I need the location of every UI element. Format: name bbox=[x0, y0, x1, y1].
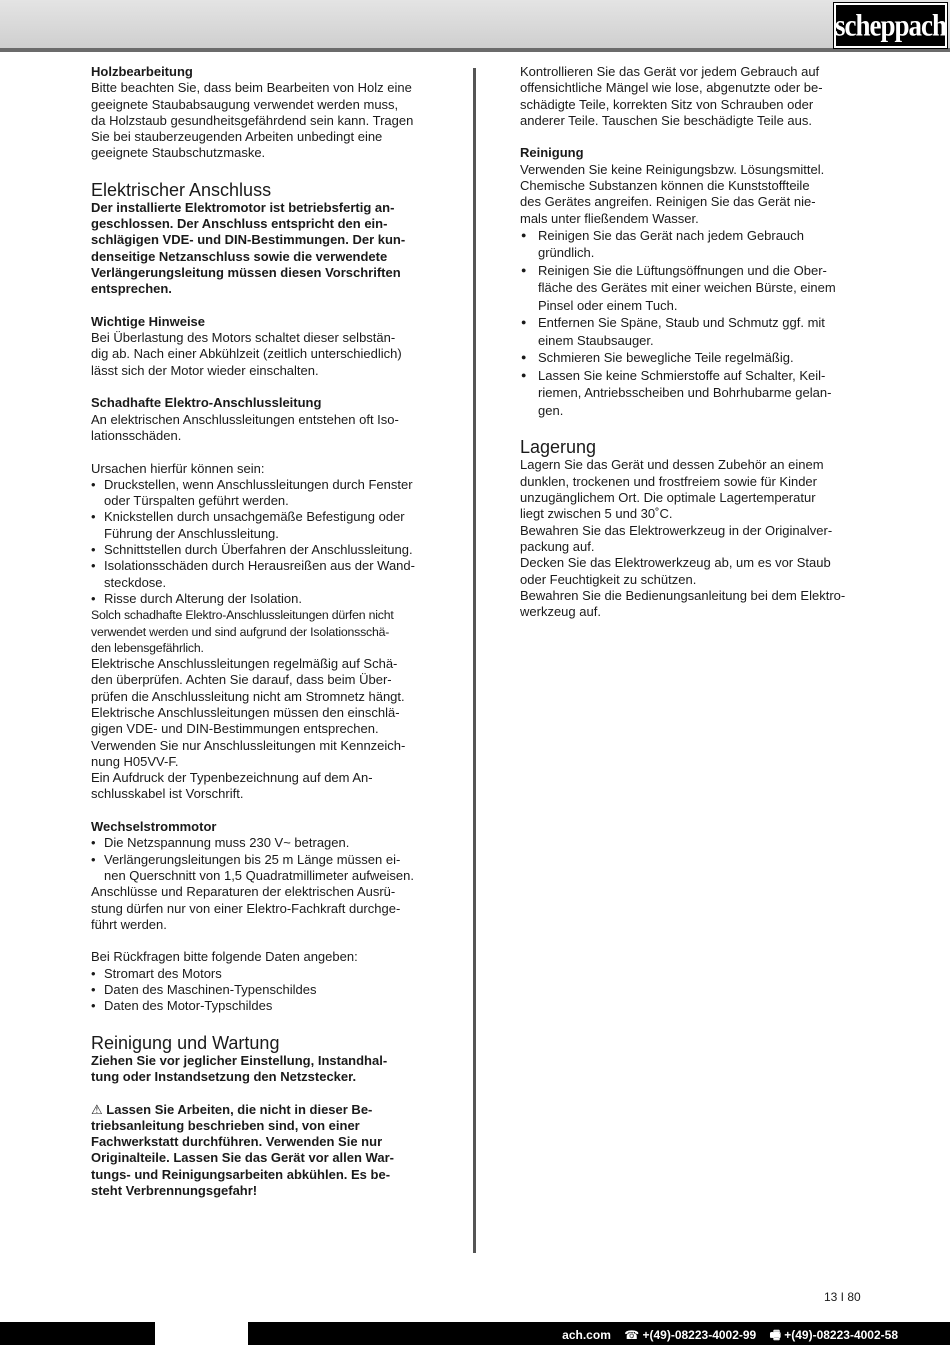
phone-number: ☎ +(49)-08223-4002-99 bbox=[624, 1328, 757, 1342]
section-heading: Reinigung bbox=[520, 145, 584, 161]
section-heading: Wechselstrommotor bbox=[91, 819, 217, 835]
paragraph: Bei Überlastung des Motors schaltet dieser selbstän- dig ab. Nach einer Abkühlzeit (zeitlich unterschiedlich) lässt sich der Motor wieder einschalten. bbox=[91, 330, 402, 378]
paragraph: Bei Rückfragen bitte folgende Daten angeben: bbox=[91, 949, 358, 965]
list-item: ● Reinigen Sie das Gerät nach jedem Gebrauch gründlich. bbox=[520, 227, 865, 262]
section-title: Lagerung bbox=[520, 437, 597, 458]
paragraph: Der installierte Elektromotor ist betriebsfertig an- geschlossen. Der Anschluss entspricht den ein- schlägigen VDE- und DIN-Bestimmungen. Der kun- denseitige Netzanschluss sowie die verwendete Verlängerungsleitung müssen diesen Vorschriften entsprechen. bbox=[91, 199, 406, 297]
paragraph: Kontrollieren Sie das Gerät vor jedem Gebrauch auf offensichtliche Mängel wie lose, abgenutzte oder be- schädigte Teile, korrekten Sitz von Schrauben oder anderer Teile. Tauschen Sie beschädigte Teile aus. bbox=[520, 64, 823, 128]
bullet-list bbox=[91, 966, 439, 1015]
paragraph: Ziehen Sie vor jeglicher Einstellung, Instandhal- tung oder Instandsetzung den Netzstecker. bbox=[91, 1052, 388, 1084]
bullet-list bbox=[91, 835, 439, 884]
list-item: ● Reinigen Sie die Lüftungsöffnungen und die Ober- fläche des Gerätes mit einer weichen Bürste, einem Pinsel oder einem Tuch. bbox=[520, 262, 865, 315]
list-item: • Schnittstellen durch Überfahren der Anschlussleitung. bbox=[91, 542, 439, 558]
section-heading: Schadhafte Elektro-Anschlussleitung bbox=[91, 395, 322, 411]
warning-text: Lassen Sie Arbeiten, die nicht in dieser Be- triebsanleitung beschrieben sind, von einer Fachwerkstatt durchführen. Verwenden Sie nur Originalteile. Lassen Sie das Gerät vor allen War- tungs- und Reinigungsarbeiten abkühlen. Es be- steht Verbrennungsgefahr! bbox=[91, 1101, 394, 1198]
fax-number: 🖷 +(49)-08223-4002-58 bbox=[769, 1328, 898, 1342]
list-item: • Verlängerungsleitungen bis 25 m Länge müssen ei- nen Querschnitt von 1,5 Quadratmillimeter aufweisen. bbox=[91, 852, 439, 885]
column-divider bbox=[473, 68, 476, 1253]
list-item: • Stromart des Motors bbox=[91, 966, 439, 982]
left-column bbox=[91, 64, 439, 1199]
list-item: • Knickstellen durch unsachgemäße Befestigung oder Führung der Anschlussleitung. bbox=[91, 509, 439, 542]
page-number: 13 I 80 bbox=[824, 1290, 861, 1304]
footer-contact bbox=[552, 1326, 898, 1345]
footer-bar bbox=[0, 1322, 950, 1345]
website-link[interactable]: ach.com bbox=[562, 1328, 611, 1342]
section-heading: Holzbearbeitung bbox=[91, 64, 193, 79]
section-title: Elektrischer Anschluss bbox=[91, 179, 272, 200]
list-item: • Daten des Motor-Typschildes bbox=[91, 998, 439, 1014]
paragraph: Lagern Sie das Gerät und dessen Zubehör an einem dunklen, trockenen und frostfreiem sowie für Kinder unzugänglichem Ort. Die optimale Lagertemperatur liegt zwischen 5 und 30˚C. Bewahren Sie das Elektrowerkzeug in der Originalver- packung auf. Decken Sie das Elektrowerkzeug ab, um es vor Staub oder Feuchtigkeit zu schützen. Bewahren Sie die Bedienungsanleitung bei dem Elektro- werkzeug auf. bbox=[520, 457, 846, 620]
list-item: ● Schmieren Sie bewegliche Teile regelmäßig. bbox=[520, 349, 865, 367]
list-item: • Isolationsschäden durch Herausreißen aus der Wand- steckdose. bbox=[91, 558, 439, 591]
right-column bbox=[520, 64, 865, 620]
list-item: • Risse durch Alterung der Isolation. bbox=[91, 591, 439, 607]
section-heading: Wichtige Hinweise bbox=[91, 313, 206, 329]
paragraph: Elektrische Anschlussleitungen regelmäßig auf Schä- den überprüfen. Achten Sie darauf, dass beim Über- prüfen die Anschlussleitung nicht am Stromnetz hängt. Elektrische Anschlussleitungen müssen den einschlä- gigen VDE- und DIN-Bestimmungen entsprechen. Verwenden Sie nur Anschlussleitungen mit Kennzeich- nung H05VV-F. Ein Aufdruck der Typenbezeichnung auf dem An- schlusskabel ist Vorschrift. bbox=[91, 656, 406, 802]
paragraph: Solch schadhafte Elektro-Anschlussleitungen dürfen nicht verwendet werden und sind aufgrund der Isolationsschä- den lebensgefährlich. bbox=[91, 608, 394, 655]
section-title: Reinigung und Wartung bbox=[91, 1032, 280, 1053]
paragraph: Verwenden Sie keine Reinigungsbzw. Lösungsmittel. Chemische Substanzen können die Kunststoffteile des Gerätes angreifen. Reinigen Sie das Gerät nie- mals unter fließendem Wasser. bbox=[520, 161, 825, 226]
warning-paragraph bbox=[91, 1102, 439, 1200]
list-item: • Die Netzspannung muss 230 V~ betragen. bbox=[91, 835, 439, 851]
paragraph: Bitte beachten Sie, dass beim Bearbeiten von Holz eine geeignete Staubabsaugung verwendet werden muss, da Holzstaub gesundheitsgefährdend sein kann. Tragen Sie bei stauberzeugenden Arbeiten unbedingt eine geeignete Staubschutzmaske. bbox=[91, 80, 414, 161]
brand-logo: scheppach bbox=[834, 3, 947, 48]
paragraph: An elektrischen Anschlussleitungen entstehen oft Iso- lationsschäden. bbox=[91, 411, 399, 443]
list-item: • Daten des Maschinen-Typenschildes bbox=[91, 982, 439, 998]
bullet-list bbox=[91, 477, 439, 607]
bullet-list bbox=[520, 227, 865, 420]
paragraph: Anschlüsse und Reparaturen der elektrischen Ausrü- stung dürfen nur von einer Elektro-Fachkraft durchge- führt werden. bbox=[91, 884, 401, 932]
warning-icon: ⚠ bbox=[91, 1101, 103, 1117]
list-item: ● Entfernen Sie Späne, Staub und Schmutz ggf. mit einem Staubsauger. bbox=[520, 314, 865, 349]
list-item: • Druckstellen, wenn Anschlussleitungen durch Fenster oder Türspalten geführt werden. bbox=[91, 477, 439, 510]
paragraph: Ursachen hierfür können sein: bbox=[91, 460, 265, 476]
list-item: ● Lassen Sie keine Schmierstoffe auf Schalter, Keil- riemen, Antriebsscheiben und Bohrhubarme gelan- gen. bbox=[520, 367, 865, 420]
header-bar bbox=[0, 0, 950, 52]
